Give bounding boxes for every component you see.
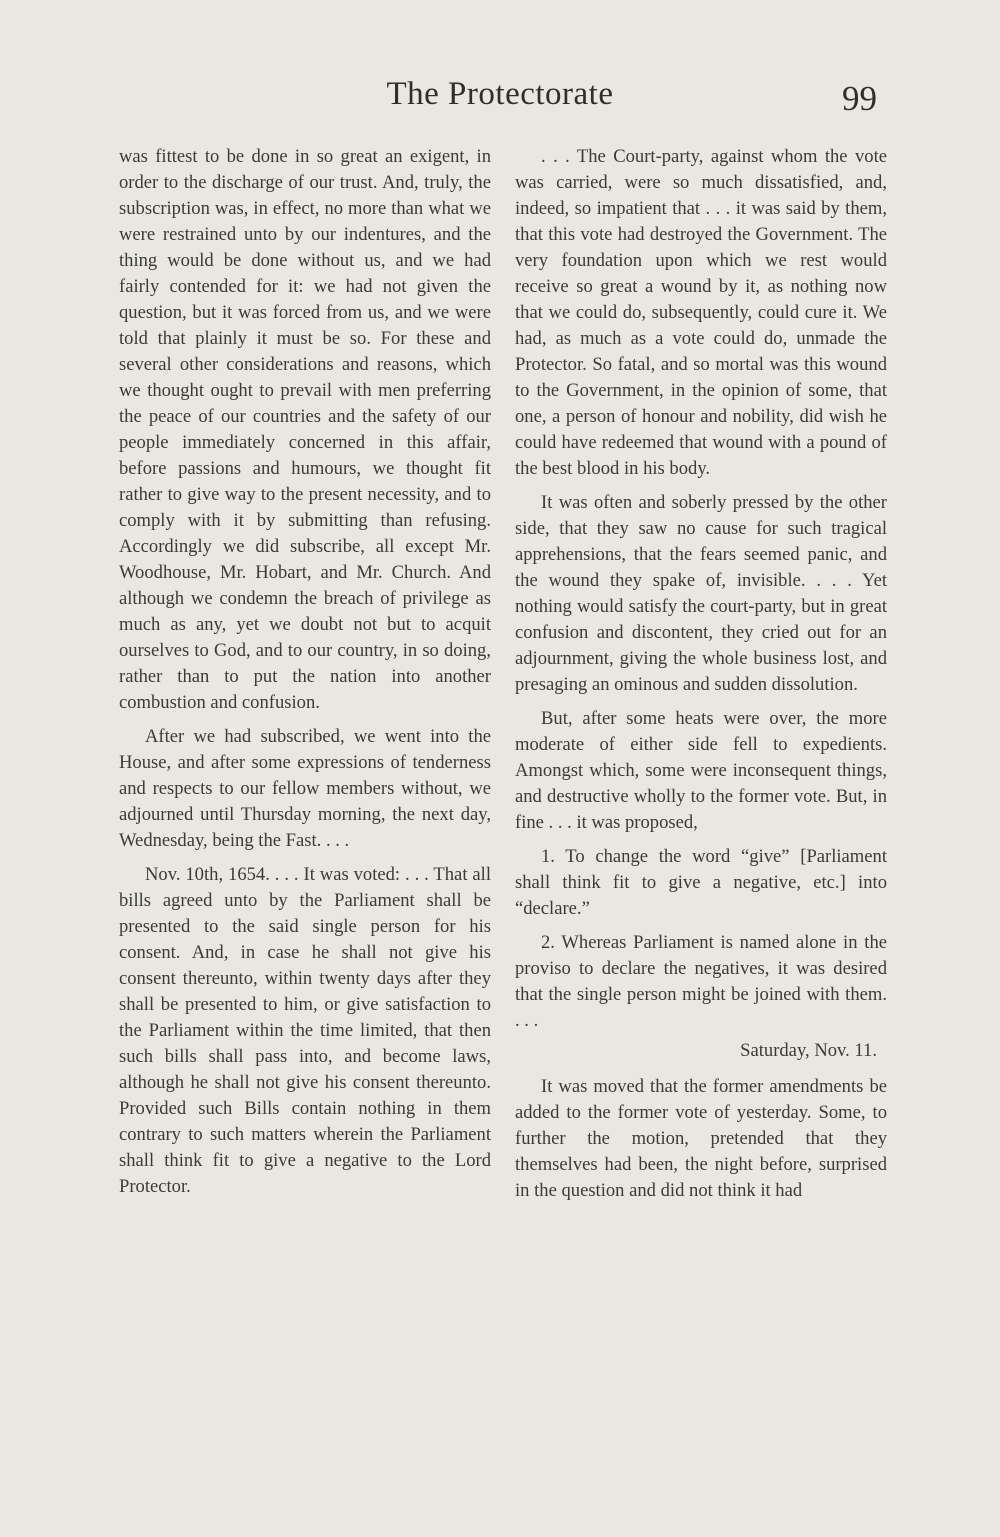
paragraph: After we had subscribed, we went into the House, and after some expressions of tenderness and respects to our fellow members without, we adjourned until Thursday morning, the next day, Wednesday, being the Fast. . . . xyxy=(119,726,491,851)
list-item: 2. Whereas Parliament is named alone in the proviso to declare the negatives, it was desired that the single person might be joined with them. . . . xyxy=(515,932,887,1031)
page-title: The Protectorate xyxy=(386,76,614,112)
paragraph: It was often and soberly pressed by the other side, that they saw no cause for such tragical apprehensions, that the fears seemed panic, and the wound they spake of, invisible. . . . Yet nothing would satisfy the court-party, but in great confusion and discontent, they cried out for an adjournment, giving the whole business lost, and presaging an ominous and sudden dissolution. xyxy=(515,492,887,695)
right-column xyxy=(515,144,887,1204)
list-item: 1. To change the word “give” [Parliament shall think fit to give a negative, etc.] into “declare.” xyxy=(515,846,887,919)
paragraph: was fittest to be done in so great an exigent, in order to the discharge of our trust. And, truly, the subscription was, in effect, no more than what we were restrained unto by our indentures, and the thing would be done without us, and we had fairly contended for it: we had not given the question, but it was forced from us, and we were told that plainly it must be so. For these and several other considerations and reasons, which we thought ought to prevail with men preferring the peace of our countries and the safety of our people immediately concerned in this affair, before passions and humours, we thought fit rather to give way to the present necessity, and to comply with it by submitting than refusing. Accordingly we did subscribe, all except Mr. Woodhouse, Mr. Hobart, and Mr. Church. And although we condemn the breach of privilege as much as any, yet we doubt not but to acquit ourselves to God, and to our country, in so doing, rather than to put the nation into another combustion and confusion. xyxy=(119,146,491,713)
paragraph: But, after some heats were over, the more moderate of either side fell to expedients. Amongst which, some were inconsequent things, and destructive wholly to the former vote. But, in fine . . . it was proposed, xyxy=(515,708,887,833)
dateline: Saturday, Nov. 11. xyxy=(740,1040,877,1061)
paragraph: . . . The Court-party, against whom the vote was carried, were so much dissatisfied, and, indeed, so impatient that . . . it was said by them, that this vote had destroyed the Government. The very foundation upon which we rest would receive so great a wound by it, as nothing now that we could do, subsequently, could cure it. We had, as much as a vote could do, unmade the Protector. So fatal, and so mortal was this wound to the Government, in the opinion of some, that one, a person of honour and nobility, did wish he could have redeemed that wound with a pound of the best blood in his body. xyxy=(515,146,887,479)
paragraph: It was moved that the former amendments be added to the former vote of yesterday. Some, to further the motion, pretended that they themselves had been, the night before, surprised in the question and did not think it had xyxy=(515,1076,887,1201)
paragraph: Nov. 10th, 1654. . . . It was voted: . . . That all bills agreed unto by the Parliament shall be presented to the said single person for his consent. And, in case he shall not give his consent thereunto, within twenty days after they shall be presented to him, or give satisfaction to the Parliament within the time limited, that then such bills shall pass into, and become laws, although he shall not give his consent thereunto. Provided such Bills contain nothing in them contrary to such matters wherein the Parliament shall think fit to give a negative to the Lord Protector. xyxy=(119,864,491,1197)
page-number: 99 xyxy=(842,79,877,118)
left-column xyxy=(119,144,491,1200)
